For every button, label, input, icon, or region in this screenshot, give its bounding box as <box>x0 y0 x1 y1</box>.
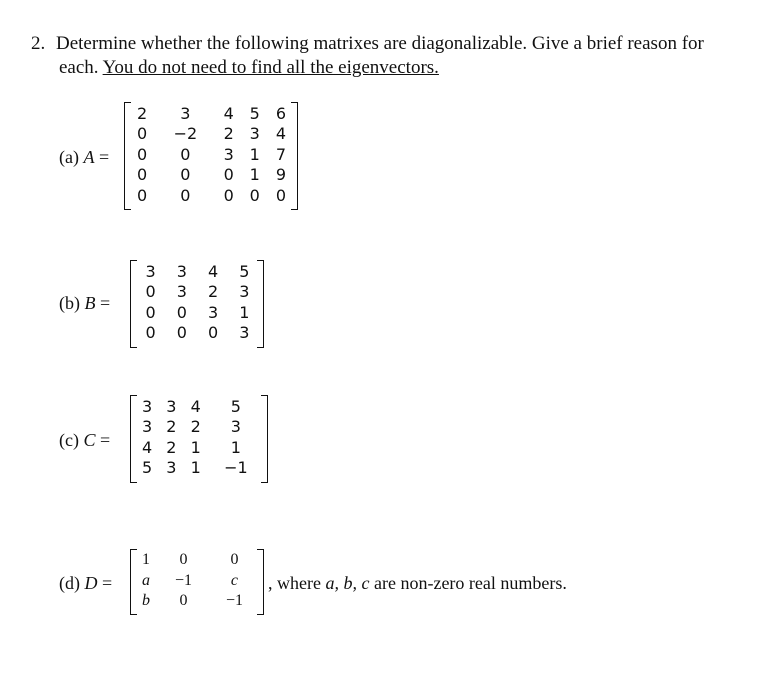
matrix-cell: 2 <box>166 437 177 457</box>
matrix-cell: 9 <box>275 165 286 185</box>
matrix-cell: 0 <box>179 592 188 610</box>
matrix-cell: 1 <box>249 165 260 185</box>
matrix-row <box>129 103 294 124</box>
matrix-cell: 4 <box>275 124 286 144</box>
part-c-var: C <box>83 430 96 450</box>
matrix-cell: 4 <box>223 103 234 123</box>
matrix-cell: 1 <box>190 437 201 457</box>
problem-line-2 <box>31 56 761 80</box>
problem-number: 2. <box>31 33 46 54</box>
matrix-cell: 0 <box>275 185 286 205</box>
matrix-d <box>130 549 264 615</box>
part-c-eq: = <box>100 430 111 450</box>
matrix-row <box>134 571 260 592</box>
part-c-label <box>59 430 110 451</box>
matrix-row <box>134 591 260 612</box>
matrix-row <box>134 550 260 571</box>
matrix-row <box>129 144 294 165</box>
matrix-cell: 3 <box>180 103 191 123</box>
matrix-cell: 0 <box>136 165 148 185</box>
part-d-label <box>59 573 112 594</box>
matrix-cell: 3 <box>176 282 187 302</box>
part-a-tag: (a) <box>59 147 79 167</box>
matrix-a <box>124 102 298 210</box>
matrix-cell: 3 <box>176 261 187 281</box>
matrix-cell: 0 <box>176 323 187 343</box>
matrix-cell: 7 <box>275 144 286 164</box>
part-b-eq: = <box>100 293 111 313</box>
matrix-row <box>135 302 260 323</box>
matrix-cell: 1 <box>230 437 241 457</box>
matrix-d-grid <box>134 550 260 612</box>
matrix-row <box>135 437 264 458</box>
problem-line-1 <box>31 32 761 56</box>
matrix-b <box>130 260 264 348</box>
matrix-cell: 4 <box>190 396 201 416</box>
matrix-row <box>135 323 260 344</box>
matrix-cell: 5 <box>239 261 250 281</box>
matrix-cell: 0 <box>145 302 156 322</box>
matrix-cell: 0 <box>179 551 188 569</box>
part-a-label <box>59 147 109 168</box>
matrix-cell: b <box>141 592 150 610</box>
matrix-cell: 3 <box>239 282 250 302</box>
matrix-cell: 0 <box>136 185 148 205</box>
matrix-row <box>135 282 260 303</box>
matrix-cell: 0 <box>230 551 239 569</box>
matrix-c <box>130 395 268 483</box>
matrix-cell: 2 <box>166 417 177 437</box>
matrix-cell: 3 <box>230 417 241 437</box>
matrix-row <box>129 165 294 186</box>
matrix-cell: a <box>141 571 150 589</box>
matrix-cell: 3 <box>239 323 250 343</box>
matrix-cell: 3 <box>223 144 234 164</box>
matrix-cell: 3 <box>249 124 260 144</box>
part-b-label <box>59 293 110 314</box>
matrix-cell: 0 <box>145 282 156 302</box>
matrix-row <box>135 396 264 417</box>
matrix-cell: 2 <box>208 282 219 302</box>
matrix-c-grid <box>135 396 264 478</box>
matrix-cell: 4 <box>142 437 153 457</box>
matrix-cell: −1 <box>225 592 243 610</box>
matrix-cell: 0 <box>136 144 148 164</box>
matrix-cell: 2 <box>136 103 148 123</box>
part-a-eq: = <box>98 147 110 167</box>
matrix-row <box>129 185 294 206</box>
matrix-cell: 0 <box>145 323 156 343</box>
matrix-a-grid <box>129 103 294 206</box>
matrix-cell: 2 <box>223 124 234 144</box>
matrix-row <box>135 261 260 282</box>
matrix-cell: 3 <box>142 396 153 416</box>
matrix-cell: −1 <box>174 571 192 589</box>
part-d-eq: = <box>102 573 113 593</box>
part-d-vars: a, b, c <box>325 573 370 593</box>
matrix-cell: 0 <box>249 185 260 205</box>
problem-intro: Determine whether the following matrixes are diagonalizable. Give a brief reason for <box>56 33 704 54</box>
part-d-condition <box>268 573 567 594</box>
matrix-cell: 3 <box>208 302 219 322</box>
matrix-cell: 3 <box>145 261 156 281</box>
part-d-var: D <box>84 573 98 593</box>
matrix-cell: 5 <box>249 103 260 123</box>
part-d-comma: , <box>268 573 273 593</box>
matrix-cell: 1 <box>239 302 250 322</box>
matrix-cell: 5 <box>142 458 153 478</box>
matrix-cell: 4 <box>208 261 219 281</box>
matrix-cell: 0 <box>176 302 187 322</box>
matrix-cell: 0 <box>223 185 234 205</box>
matrix-row <box>135 417 264 438</box>
matrix-cell: 1 <box>141 551 150 569</box>
matrix-cell: 1 <box>249 144 260 164</box>
part-c-tag: (c) <box>59 430 79 450</box>
part-a-var: A <box>83 147 95 167</box>
matrix-cell: 0 <box>180 144 191 164</box>
matrix-cell: −1 <box>224 458 248 478</box>
matrix-cell: 3 <box>166 458 177 478</box>
matrix-cell: 0 <box>208 323 219 343</box>
problem-statement <box>31 32 761 80</box>
matrix-row <box>135 458 264 479</box>
part-b-var: B <box>84 293 96 313</box>
matrix-b-grid <box>135 261 260 343</box>
matrix-cell: 0 <box>136 124 148 144</box>
matrix-cell: 3 <box>166 396 177 416</box>
matrix-row <box>129 124 294 145</box>
matrix-cell: −2 <box>173 124 198 144</box>
part-b-tag: (b) <box>59 293 80 313</box>
matrix-cell: c <box>230 571 239 589</box>
matrix-cell: 5 <box>230 396 241 416</box>
problem-instruction-underlined: You do not need to find all the eigenvectors. <box>102 57 439 78</box>
matrix-cell: 0 <box>180 165 191 185</box>
part-d-tag: (d) <box>59 573 80 593</box>
part-d-condition-rest: are non-zero real numbers. <box>373 573 567 593</box>
matrix-cell: 6 <box>275 103 286 123</box>
matrix-cell: 2 <box>190 417 201 437</box>
matrix-cell: 0 <box>223 165 234 185</box>
problem-line-2-prefix: each. <box>59 57 103 78</box>
matrix-cell: 0 <box>180 185 191 205</box>
part-d-where: where <box>277 573 321 593</box>
matrix-cell: 1 <box>190 458 201 478</box>
matrix-cell: 3 <box>142 417 153 437</box>
